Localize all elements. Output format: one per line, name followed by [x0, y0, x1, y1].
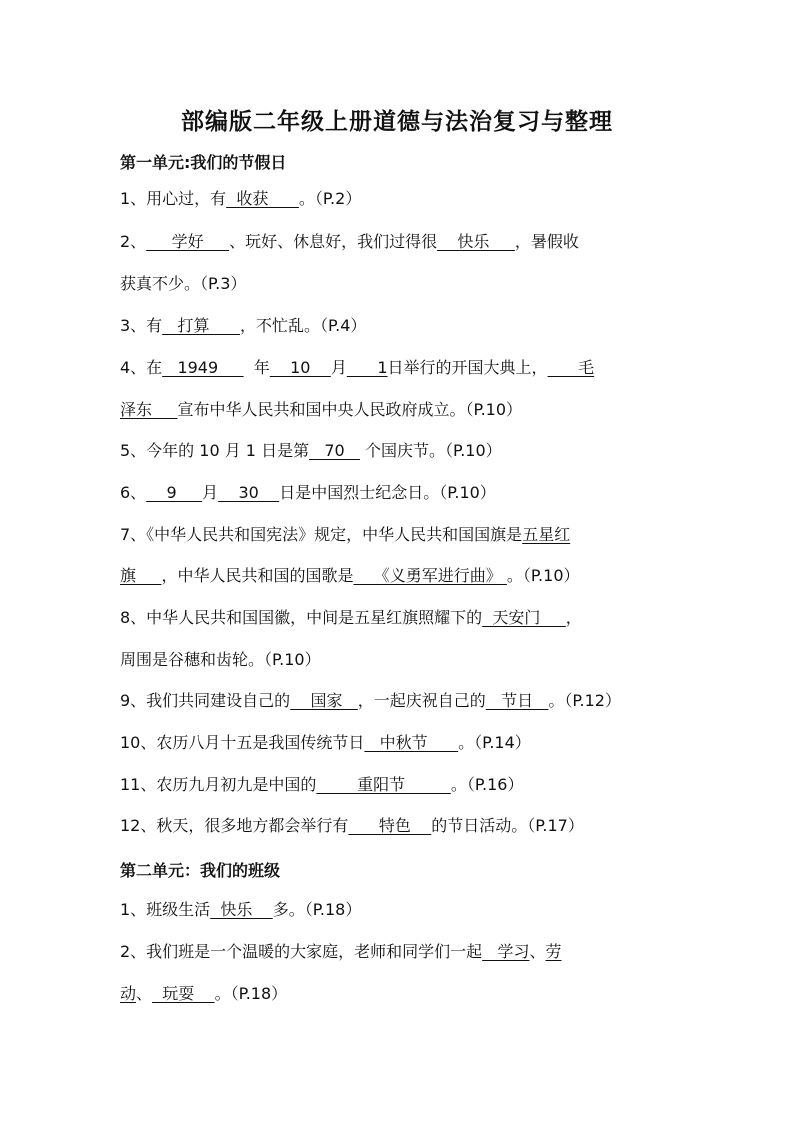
question-line-q10 [120, 733, 531, 753]
question-text: 日举行的开国大典上， [387, 358, 548, 377]
answer-blank: 快乐 [210, 900, 273, 919]
question-text: 。（P.18） [214, 984, 288, 1003]
question-text: 11、农历九月初九是中国的 [120, 775, 317, 794]
question-line-s2q2a [120, 942, 561, 962]
question-line-q8b [120, 650, 321, 670]
answer-blank: 动 [120, 984, 137, 1003]
question-text: 、 [136, 984, 153, 1003]
answer-blank: 打算 [162, 316, 240, 335]
answer-blank: 劳 [545, 942, 562, 961]
question-text: ，中华人民共和国的国歌是 [161, 566, 354, 585]
answer-blank: 9 [146, 483, 203, 502]
question-line-q4a [120, 358, 594, 378]
answer-blank: 1949 [162, 358, 244, 377]
question-line-q2b [120, 274, 246, 294]
answer-blank: 10 [269, 358, 331, 377]
question-text: 的节日活动。（P.17） [431, 816, 584, 835]
question-text: 。（P.10） [506, 566, 580, 585]
question-text: 获真不少。（P.3） [120, 274, 247, 293]
question-text: 月 [202, 483, 219, 502]
question-line-q1 [120, 189, 361, 209]
question-text: 2、 [120, 232, 147, 251]
question-text: 。（P.2） [298, 189, 362, 208]
question-line-q9 [120, 691, 621, 711]
answer-blank: 毛 [547, 358, 595, 377]
question-text: ，一起庆祝自己的 [357, 691, 486, 710]
answer-blank: 国家 [290, 691, 358, 710]
answer-blank: 《义勇军进行曲》 [353, 566, 507, 585]
question-line-q7a [120, 525, 570, 545]
question-line-q3 [120, 316, 366, 336]
question-line-q5 [120, 441, 502, 461]
question-text: ，不忙乱。（P.4） [239, 316, 367, 335]
question-line-q12 [120, 816, 584, 836]
question-text: 周围是谷穗和齿轮。（P.10） [120, 650, 321, 669]
answer-blank: 天安门 [482, 608, 566, 627]
question-line-q2a [120, 232, 579, 252]
question-text: ，暑假收 [514, 232, 579, 251]
answer-blank: 泽东 [120, 400, 178, 419]
question-text: 1、用心过，有 [120, 189, 227, 208]
answer-blank: 学习 [482, 942, 530, 961]
question-text: 12、秋天，很多地方都会举行有 [120, 816, 349, 835]
question-text: 3、有 [120, 316, 163, 335]
question-text: 7、《中华人民共和国宪法》规定，中华人民共和国国旗是 [120, 525, 523, 544]
answer-blank: 学好 [146, 232, 230, 251]
question-text: 9、我们共同建设自己的 [120, 691, 291, 710]
question-text: 。（P.12） [548, 691, 621, 710]
question-line-s2q1 [120, 900, 361, 920]
answer-blank: 旗 [120, 566, 162, 585]
question-line-q11 [120, 775, 523, 795]
answer-blank: 70 [309, 441, 360, 460]
question-text: 多。（P.18） [272, 900, 362, 919]
answer-blank: 玩耍 [152, 984, 215, 1003]
question-line-q6 [120, 483, 496, 503]
question-text: 宣布中华人民共和国中央人民政府成立。（P.10） [177, 400, 523, 419]
question-line-s2q2b [120, 984, 287, 1004]
question-text: 5、今年的 10 月 1 日是第 [120, 441, 310, 460]
question-line-q8a [120, 608, 582, 628]
question-text: 8、中华人民共和国国徽，中间是五星红旗照耀下的 [120, 608, 483, 627]
question-text: 4、在 [120, 358, 163, 377]
question-text: 个国庆节。（P.10） [359, 441, 502, 460]
question-text: 6、 [120, 483, 147, 502]
question-text: 日是中国烈士纪念日。（P.10） [279, 483, 496, 502]
answer-blank: 30 [218, 483, 280, 502]
answer-blank: 快乐 [437, 232, 515, 251]
question-text: 。（P.14） [458, 733, 531, 752]
question-text: 月 [330, 358, 347, 377]
document-title: 部编版二年级上册道德与法治复习与整理 [181, 108, 613, 135]
question-line-q7b [120, 566, 580, 586]
answer-blank: 收获 [226, 189, 299, 208]
question-text: 、玩好、休息好，我们过得很 [229, 232, 438, 251]
question-line-q4b [120, 400, 522, 420]
section-heading-unit-1: 第一单元:我们的节假日 [120, 153, 287, 172]
answer-blank: 节日 [485, 691, 549, 710]
answer-blank: 中秋节 [364, 733, 459, 752]
question-text: 1、班级生活 [120, 900, 211, 919]
answer-blank: 1 [346, 358, 388, 377]
question-text: 年 [243, 358, 270, 377]
answer-blank: 重阳节 [316, 775, 451, 794]
question-text: 2、我们班是一个温暖的大家庭，老师和同学们一起 [120, 942, 483, 961]
question-text: 、 [529, 942, 546, 961]
answer-blank: 五星红 [522, 525, 571, 544]
answer-blank: 特色 [348, 816, 432, 835]
section-heading-unit-2: 第二单元：我们的班级 [120, 861, 281, 880]
question-text: 10、农历八月十五是我国传统节日 [120, 733, 365, 752]
question-text: 。（P.16） [450, 775, 524, 794]
question-text: ， [565, 608, 582, 627]
